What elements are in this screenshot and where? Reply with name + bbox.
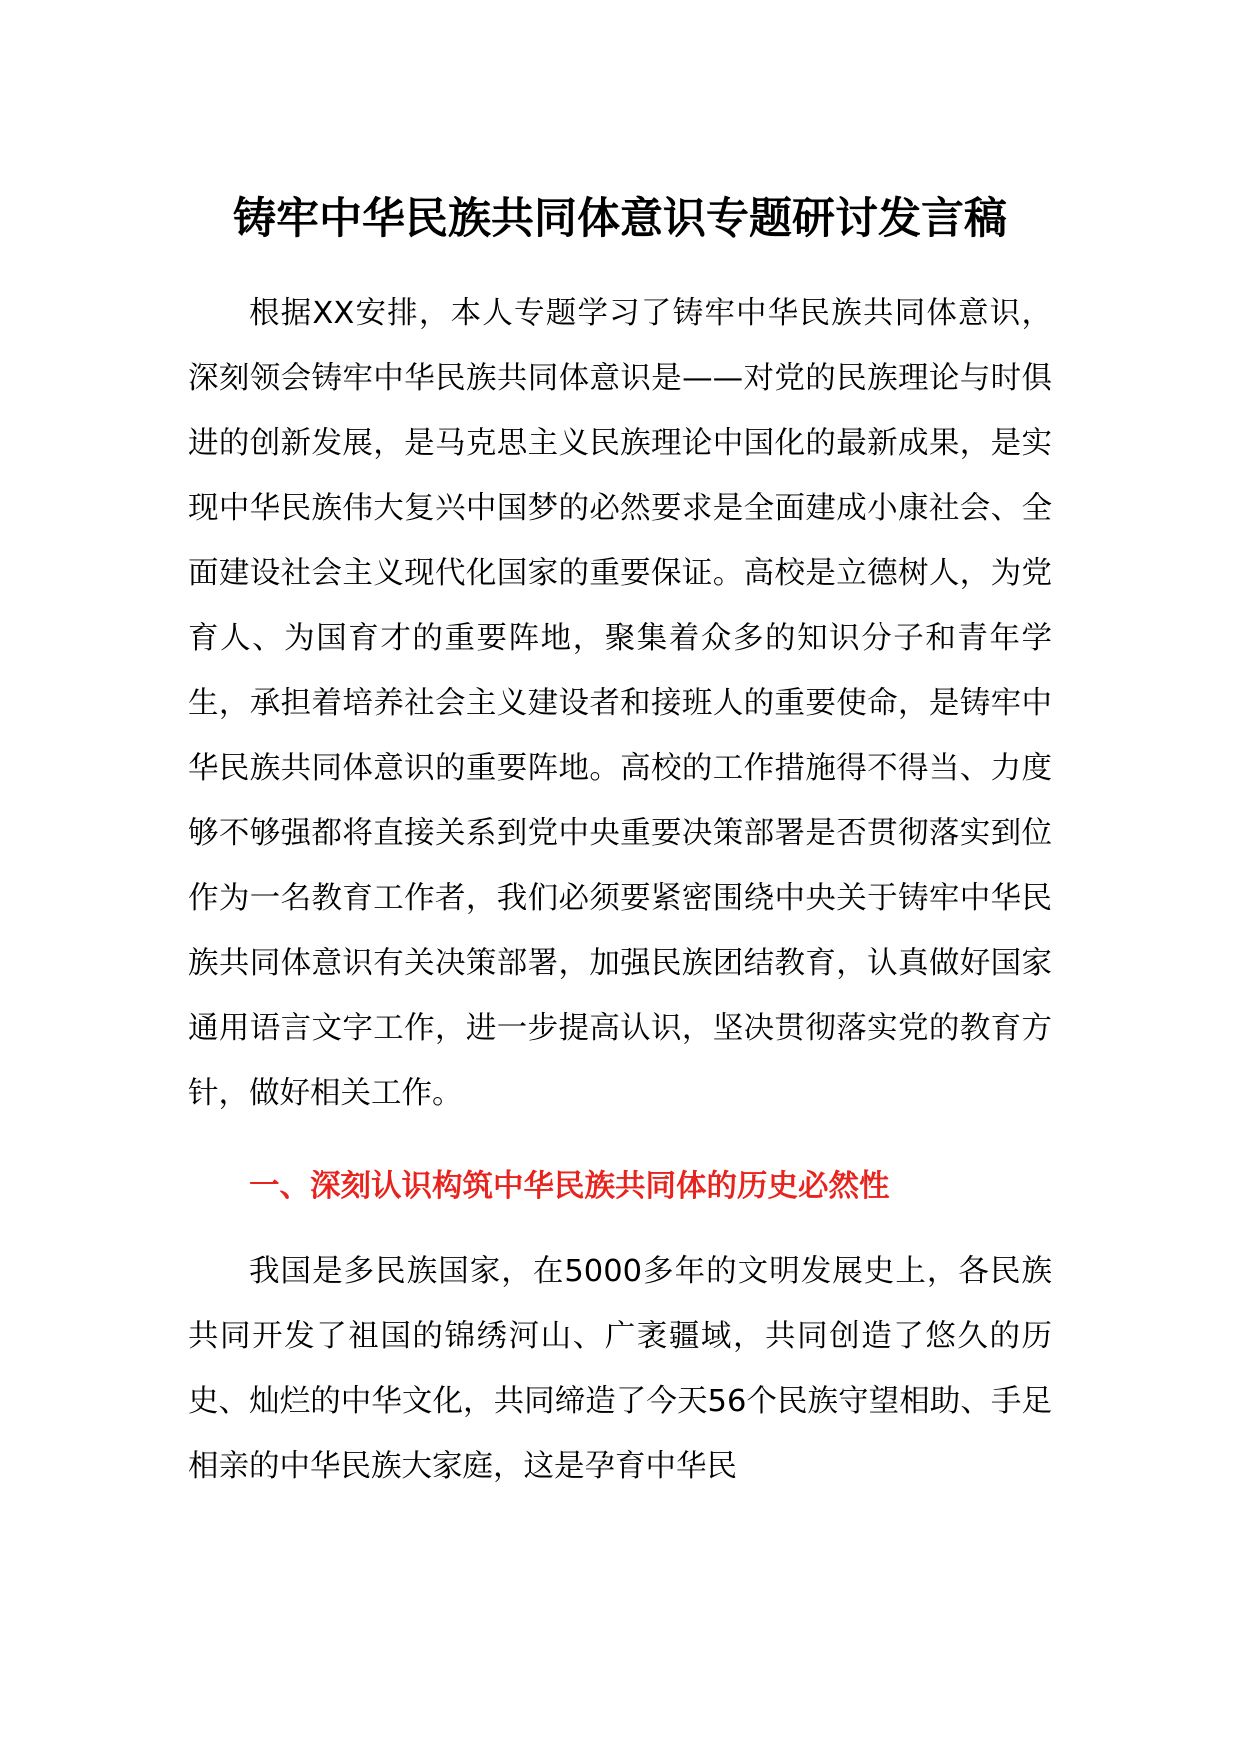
document-title: 铸牢中华民族共同体意识专题研讨发言稿 <box>233 194 1007 244</box>
intro-paragraph: 根据XX安排，本人专题学习了铸牢中华民族共同体意识，深刻领会铸牢中华民族共同体意识是——对党的民族理论与时俱进的创新发展，是马克思主义民族理论中国化的最新成果，是实现中华民族伟大复兴中国梦的必然要求是全面建成小康社会、全面建设社会主义现代化国家的重要保证。高校是立德树人，为党育人、为国育才的重要阵地，聚集着众多的知识分子和青年学生，承担着培养社会主义建设者和接班人的重要使命，是铸牢中华民族共同体意识的重要阵地。高校的工作措施得不得当、力度够不够强都将直接关系到党中央重要决策部署是否贯彻落实到位作为一名教育工作者，我们必须要紧密围绕中央关于铸牢中华民族共同体意识有关决策部署，加强民族团结教育，认真做好国家通用语言文字工作，进一步提高认识，坚决贯彻落实党的教育方针，做好相关工作。 <box>188 296 1052 1111</box>
section-heading: 一、深刻认识构筑中华民族共同体的历史必然性 <box>249 1169 890 1204</box>
section-paragraph: 我国是多民族国家，在5000多年的文明发展史上，各民族共同开发了祖国的锦绣河山、广袤疆域，共同创造了悠久的历史、灿烂的中华文化，共同缔造了今天56个民族守望相助、手足相亲的中华民族大家庭，这是孕育中华民 <box>188 1254 1052 1484</box>
document-page <box>188 190 1052 1499</box>
